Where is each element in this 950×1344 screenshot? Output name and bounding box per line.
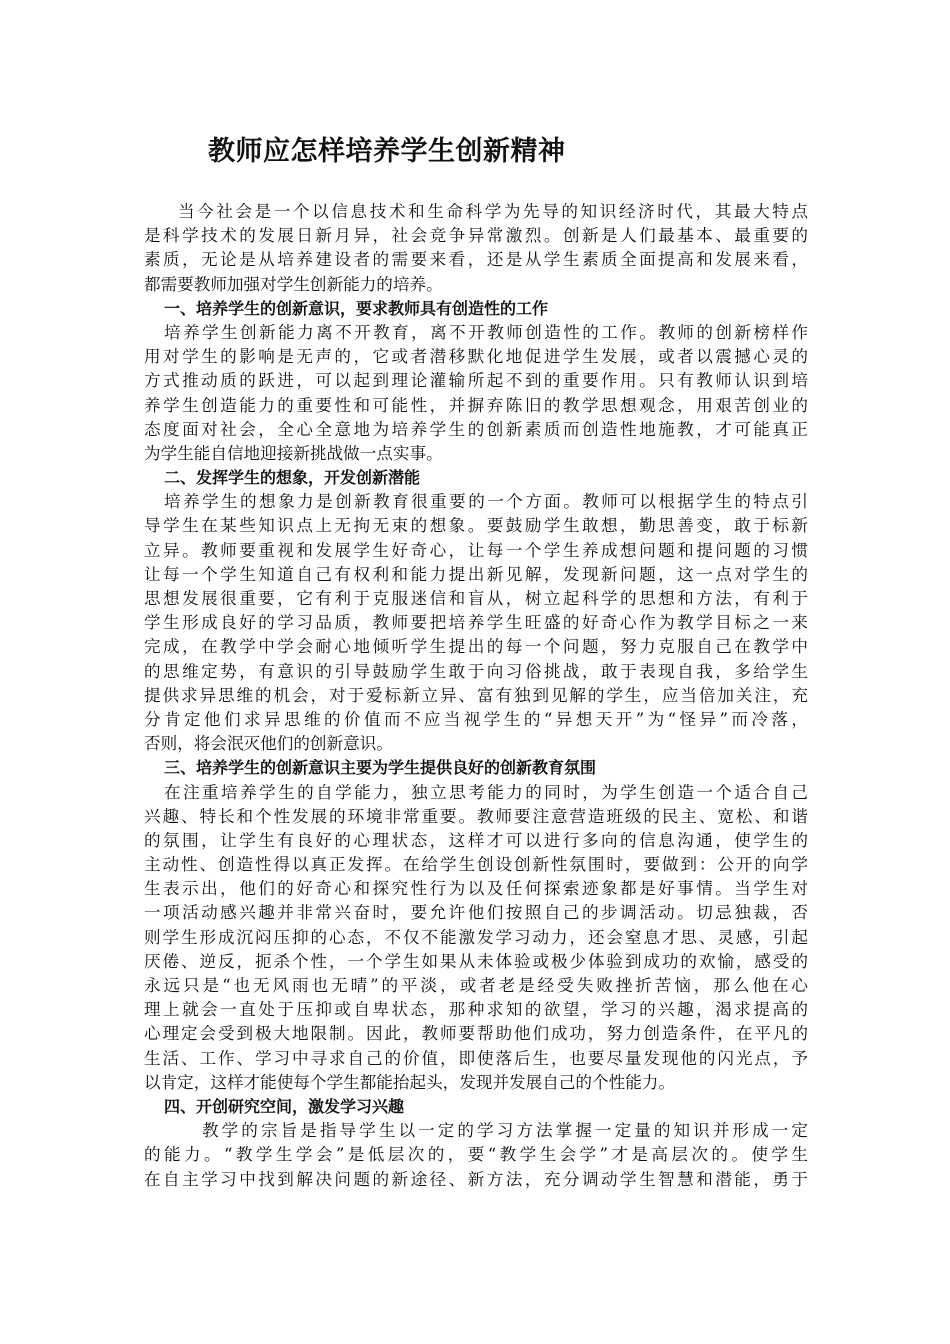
paragraph-line: 主动性、创造性得以真正发挥。在给学生创设创新性氛围时，要做到：公开的向学 xyxy=(144,855,808,875)
section-heading: 四、开创研究空间，激发学习兴趣 xyxy=(164,1096,405,1116)
paragraph-line: 思想发展很重要，它有利于克服迷信和盲从，树立起科学的思想和方法，有利于 xyxy=(144,589,808,608)
paragraph-line: 兴趣、特长和个性发展的环境非常重要。教师要注意营造班级的民主、宽松、和谐 xyxy=(144,806,808,826)
paragraph-line: 培养学生创新能力离不开教育，离不开教师创造性的工作。教师的创新榜样作 xyxy=(164,322,808,342)
paragraph-line: 当今社会是一个以信息技术和生命科学为先导的知识经济时代，其最大特点 xyxy=(178,202,808,221)
paragraph-line: 的能力。“教学生学会”是低层次的，要“教学生会学”才是高层次的。使学生 xyxy=(144,1145,808,1165)
paragraph-line: 的思维定势，有意识的引导鼓励学生敢于向习俗挑战，敢于表现自我，多给学生 xyxy=(144,661,808,681)
paragraph-line: 提供求异思维的机会，对于爱标新立异、富有独到见解的学生，应当倍加关注，充 xyxy=(144,685,808,705)
paragraph-line: 在自主学习中找到解决问题的新途径、新方法，充分调动学生智慧和潜能，勇于 xyxy=(144,1169,808,1189)
paragraph-line: 厌倦、逆反，扼杀个性，一个学生如果从未体验或极少体验到成功的欢愉，感受的 xyxy=(144,951,808,971)
paragraph-line: 用对学生的影响是无声的，它或者潜移默化地促进学生发展，或者以震撼心灵的 xyxy=(144,347,808,367)
paragraph-line: 方式推动质的跃进，可以起到理论灌输所起不到的重要作用。只有教师认识到培 xyxy=(144,371,808,391)
section-heading: 一、培养学生的创新意识，要求教师具有创造性的工作 xyxy=(164,298,549,318)
section-heading: 二、发挥学生的想象，开发创新潜能 xyxy=(164,468,421,488)
paragraph-line: 生活、工作、学习中寻求自己的价值，即使落后生，也要尽量发现他的闪光点，予 xyxy=(144,1048,808,1068)
paragraph-line: 让每一个学生知道自己有权利和能力提出新见解，发现新问题，这一点对学生的 xyxy=(144,564,808,584)
paragraph-line: 是科学技术的发展日新月异，社会竞争异常激烈。创新是人们最基本、最重要的 xyxy=(144,226,808,246)
paragraph-line: 导学生在某些知识点上无拘无束的想象。要鼓励学生敢想，勤思善变，敢于标新 xyxy=(144,516,808,536)
section-heading: 三、培养学生的创新意识主要为学生提供良好的创新教育氛围 xyxy=(164,758,597,778)
paragraph-line: 学生形成良好的学习品质，教师要把培养学生旺盛的好奇心作为教学目标之一来 xyxy=(144,613,808,633)
paragraph-line: 在注重培养学生的自学能力，独立思考能力的同时，为学生创造一个适合自己 xyxy=(164,782,808,802)
paragraph-line: 养学生创造能力的重要性和可能性，并摒弃陈旧的教学思想观念，用艰苦创业的 xyxy=(144,395,808,415)
paragraph-line: 分肯定他们求异思维的价值而不应当视学生的“异想天开”为“怪异”而冷落， xyxy=(144,709,808,729)
page-title: 教师应怎样培养学生创新精神 xyxy=(208,136,566,167)
paragraph-line: 培养学生的想象力是创新教育很重要的一个方面。教师可以根据学生的特点引 xyxy=(164,492,808,512)
paragraph-line: 理上就会一直处于压抑或自卑状态，那种求知的欲望，学习的兴趣，渴求提高的 xyxy=(144,1000,808,1020)
paragraph-line: 教学的宗旨是指导学生以一定的学习方法掌握一定量的知识并形成一定 xyxy=(202,1121,808,1141)
paragraph-line: 则学生形成沉闷压抑的心态，不仅不能激发学习动力，还会窒息才思、灵感，引起 xyxy=(144,927,808,947)
paragraph-line: 心理定会受到极大地限制。因此，教师要帮助他们成功，努力创造条件，在平凡的 xyxy=(144,1024,808,1044)
paragraph-line: 否则，将会泯灭他们的创新意识。 xyxy=(144,734,393,754)
paragraph-line: 生表示出，他们的好奇心和探究性行为以及任何探索迹象都是好事情。当学生对 xyxy=(144,879,808,899)
paragraph-line: 态度面对社会，全心全意地为培养学生的创新素质而创造性地施教，才可能真正 xyxy=(144,419,808,439)
paragraph-line: 都需要教师加强对学生创新能力的培养。 xyxy=(144,274,443,294)
paragraph-line: 永远只是“也无风雨也无晴”的平淡，或者老是经受失败挫折苦恼，那么他在心 xyxy=(144,976,808,995)
paragraph-line: 完成，在教学中学会耐心地倾听学生提出的每一个问题，努力克服自己在教学中 xyxy=(144,637,808,657)
paragraph-line: 素质，无论是从培养建设者的需要来看，还是从学生素质全面提高和发展来看， xyxy=(144,250,808,270)
paragraph-line: 一项活动感兴趣并非常兴奋时，要允许他们按照自己的步调活动。切忌独裁，否 xyxy=(144,903,808,923)
spacer xyxy=(144,170,808,200)
paragraph-line: 以肯定，这样才能使每个学生都能抬起头，发现并发展自己的个性能力。 xyxy=(144,1072,675,1092)
paragraph-line: 立异。教师要重视和发展学生好奇心，让每一个学生养成想问题和提问题的习惯 xyxy=(144,540,808,560)
paragraph-line: 为学生能自信地迎接新挑战做一点实事。 xyxy=(144,443,443,463)
paragraph-line: 的氛围，让学生有良好的心理状态，这样才可以进行多向的信息沟通，使学生的 xyxy=(144,830,808,850)
document-body xyxy=(144,170,808,1192)
